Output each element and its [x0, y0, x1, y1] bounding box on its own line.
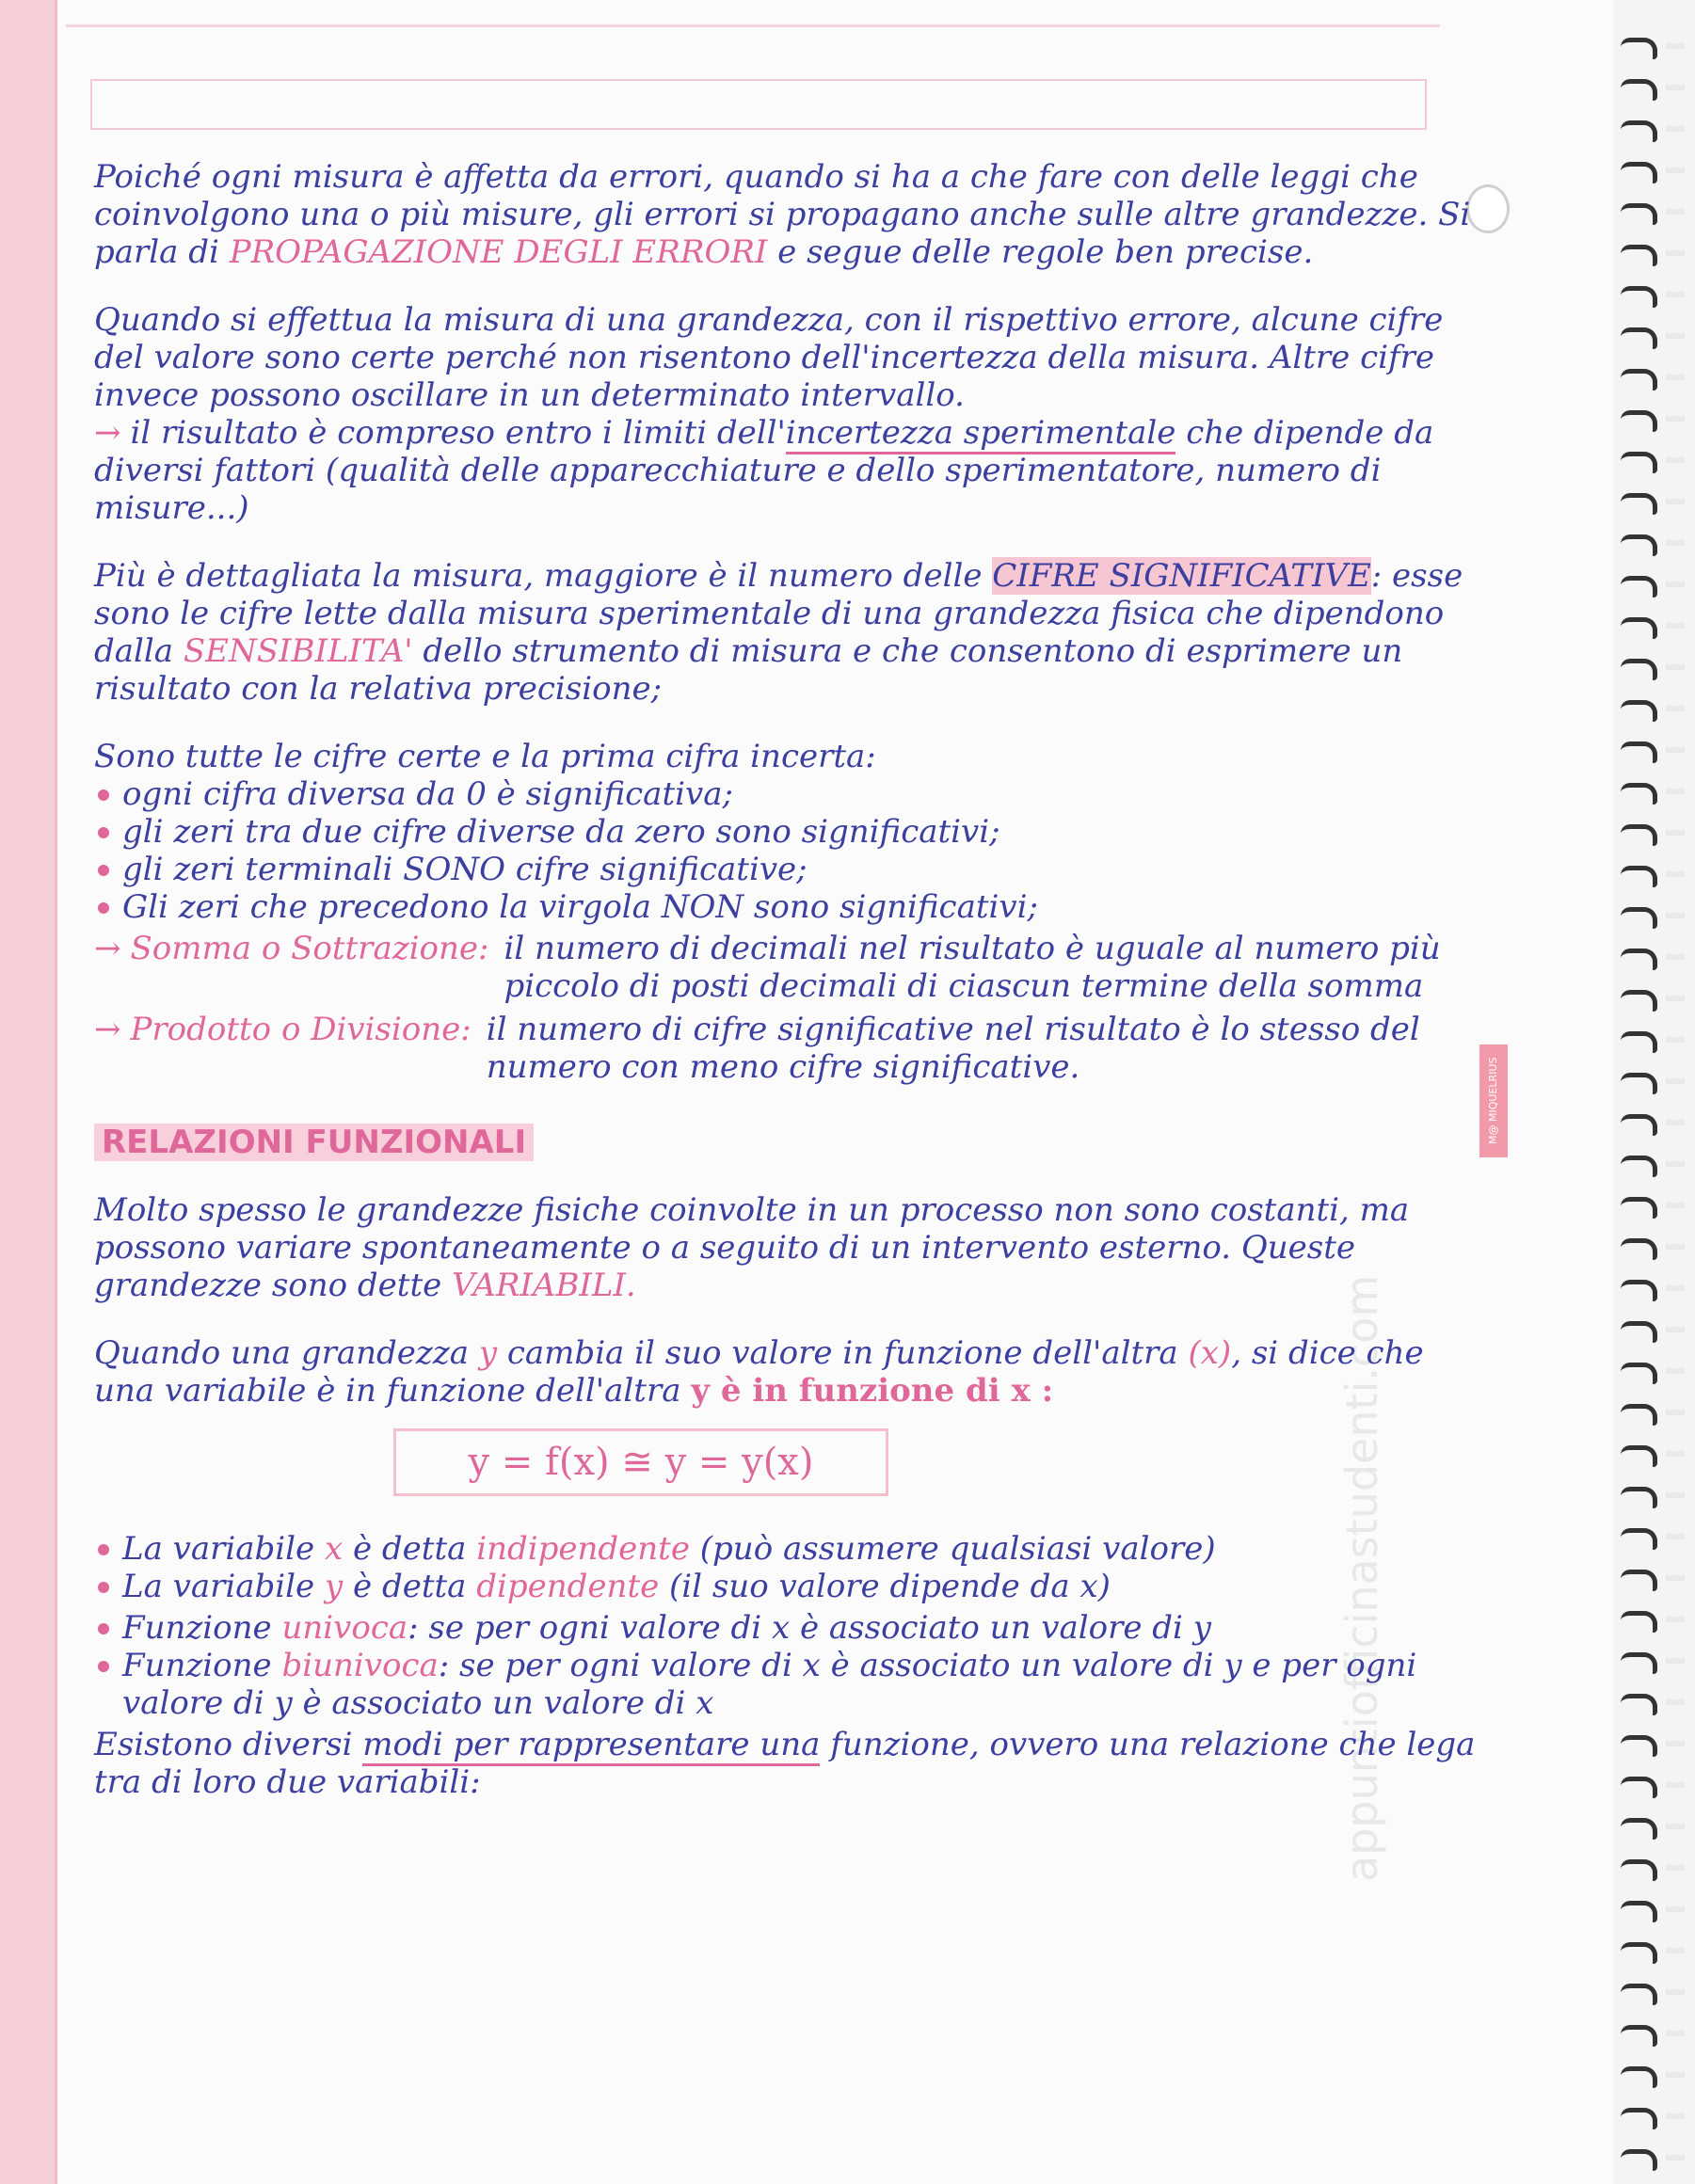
function-conclusion: y è in funzione di x :: [691, 1372, 1054, 1410]
paragraph-uncertainty: [94, 301, 1487, 527]
spiral-pin: [1666, 292, 1685, 297]
spiral-pin: [1666, 499, 1685, 504]
spiral-pin: [1666, 167, 1685, 173]
list-item: gli zeri terminali SONO cifre significative;: [94, 851, 1487, 888]
spiral-coil: [1621, 700, 1657, 722]
spiral-coil: [1621, 824, 1657, 846]
spiral-pin: [1666, 1906, 1685, 1912]
paragraph-variables: [94, 1191, 1487, 1304]
product-rule: [94, 1011, 1487, 1086]
text: (il suo valore dipende da x): [659, 1568, 1111, 1605]
spiral-coil: [1621, 162, 1657, 183]
text: Quando una grandezza: [94, 1334, 479, 1372]
spiral-coil: [1621, 1528, 1657, 1550]
spiral-pin: [1666, 623, 1685, 629]
paragraph-error-propagation: [94, 158, 1487, 271]
list-item: Gli zeri che precedono la virgola NON sono significativi;: [94, 888, 1487, 926]
text: La variabile: [122, 1530, 325, 1568]
spiral-pin: [1666, 416, 1685, 422]
significant-figures-rules: [94, 738, 1487, 1086]
dependent-term: dipendente: [476, 1568, 660, 1605]
header-top-line: [66, 24, 1440, 27]
spiral-pin: [1666, 1120, 1685, 1125]
spiral-pin: [1666, 1078, 1685, 1084]
spiral-pin: [1666, 333, 1685, 339]
spiral-coil: [1621, 659, 1657, 680]
text: Molto spesso le grandezze fisiche coinvolte in un processo non sono costanti, ma possono variare spontaneamente o a seguito di un intervento esterno. Queste grandezze sono dette: [94, 1191, 1410, 1304]
spiral-coil: [1621, 1859, 1657, 1881]
spiral-pin: [1666, 1782, 1685, 1788]
spiral-coil: [1621, 990, 1657, 1012]
spiral-pin: [1666, 954, 1685, 960]
spiral-pin: [1666, 996, 1685, 1001]
spiral-pin: [1666, 1824, 1685, 1829]
text: Più è dettagliata la misura, maggiore è il numero delle: [94, 557, 993, 595]
spiral-coil: [1621, 1445, 1657, 1467]
variable-types-list: [94, 1530, 1487, 1605]
variables-term: VARIABILI.: [452, 1267, 636, 1304]
spiral-coil: [1621, 286, 1657, 308]
arrow-icon: →: [94, 1011, 121, 1048]
formula-box: y = f(x) ≅ y = y(x): [393, 1428, 888, 1496]
spiral-pin: [1666, 1368, 1685, 1374]
arrow-icon: →: [94, 930, 121, 967]
independent-term: indipendente: [476, 1530, 690, 1568]
paragraph-representation: [94, 1726, 1487, 1801]
spiral-coil: [1621, 1901, 1657, 1922]
spiral-pin: [1666, 1865, 1685, 1871]
spiral-pin: [1666, 1327, 1685, 1332]
representation-term: modi per rappresentare una: [362, 1726, 820, 1766]
spiral-coil: [1621, 1694, 1657, 1715]
spiral-coil: [1621, 741, 1657, 763]
product-rule-text: il numero di cifre significative nel risultato è lo stesso del numero con meno cifre significative.: [486, 1011, 1420, 1086]
spiral-pin: [1666, 1161, 1685, 1167]
text: , si dice che una variabile è in funzione dell'altra: [94, 1334, 1424, 1410]
spiral-coil: [1621, 2149, 1657, 2171]
text: Funzione: [122, 1647, 282, 1684]
spiral-coil: [1621, 38, 1657, 59]
spiral-coil: [1621, 1570, 1657, 1591]
text: (può assumere qualsiasi valore): [689, 1530, 1216, 1568]
spiral-coil: [1621, 617, 1657, 639]
rules-list: [94, 775, 1487, 926]
spiral-coil: [1621, 327, 1657, 349]
spiral-pin: [1666, 2155, 1685, 2160]
spiral-pin: [1666, 1617, 1685, 1622]
spiral-pin: [1666, 43, 1685, 49]
spiral-pin: [1666, 375, 1685, 380]
sensitivity-term: SENSIBILITA': [183, 632, 413, 670]
spiral-coil: [1621, 2025, 1657, 2047]
spiral-coil: [1621, 410, 1657, 432]
spiral-coil: [1621, 1031, 1657, 1053]
spiral-coil: [1621, 1984, 1657, 2005]
spiral-coil: [1621, 203, 1657, 225]
text: : se per ogni valore di x è associato un valore di y: [408, 1609, 1211, 1647]
spiral-pin: [1666, 1451, 1685, 1457]
spiral-coil: [1621, 783, 1657, 805]
variable-x: (x): [1188, 1334, 1232, 1372]
list-item: [94, 1530, 1487, 1568]
spiral-pin: [1666, 209, 1685, 215]
spiral-pin: [1666, 1699, 1685, 1705]
spiral-pin: [1666, 126, 1685, 132]
univocal-term: univoca: [281, 1609, 408, 1647]
spiral-coil: [1621, 576, 1657, 598]
list-item: gli zeri tra due cifre diverse da zero sono significativi;: [94, 813, 1487, 851]
text: : se per ogni valore di x è associato un valore di y e per ogni valore di y è associato un valore di x: [122, 1647, 1417, 1722]
spiral-pin: [1666, 2031, 1685, 2036]
biunivocal-term: biunivoca: [281, 1647, 439, 1684]
list-item: ogni cifra diversa da 0 è significativa;: [94, 775, 1487, 813]
spiral-pin: [1666, 1741, 1685, 1746]
spiral-coil: [1621, 1487, 1657, 1508]
function-types-list: [94, 1609, 1487, 1722]
spiral-pin: [1666, 913, 1685, 918]
list-item: [94, 1568, 1487, 1605]
spiral-pin: [1666, 871, 1685, 877]
text: funzione, ovvero una relazione che lega tra di loro due variabili:: [94, 1726, 1476, 1801]
spiral-coil: [1621, 534, 1657, 556]
experimental-uncertainty-term: incertezza sperimentale: [786, 414, 1176, 454]
spiral-pin: [1666, 1410, 1685, 1415]
variable-y: y: [324, 1568, 344, 1605]
spiral-coil: [1621, 1611, 1657, 1633]
watermark: appuntiofficinastudenti.com: [1336, 1274, 1387, 1882]
significant-figures-term: CIFRE SIGNIFICATIVE: [992, 557, 1371, 595]
spiral-coil: [1621, 1321, 1657, 1343]
spiral-coil: [1621, 493, 1657, 515]
list-item: [94, 1647, 1487, 1722]
spiral-coil: [1621, 1073, 1657, 1094]
rules-intro: Sono tutte le cifre certe e la prima cifra incerta:: [94, 738, 876, 775]
spiral-coil: [1621, 1818, 1657, 1840]
section-title: RELAZIONI FUNZIONALI: [94, 1124, 534, 1161]
margin-line: [55, 0, 57, 2184]
spiral-coil: [1621, 1363, 1657, 1384]
header-box: [90, 79, 1427, 130]
spiral-coil: [1621, 1197, 1657, 1219]
text: : esse sono le cifre lette dalla misura sperimentale di una grandezza fisica che dipendono dalla: [94, 557, 1463, 670]
spiral-coil: [1621, 949, 1657, 970]
spiral-coil: [1621, 120, 1657, 142]
spiral-pin: [1666, 540, 1685, 546]
text: cambia il suo valore in funzione dell'altra: [497, 1334, 1189, 1372]
text: La variabile: [122, 1568, 325, 1605]
spiral-coil: [1621, 369, 1657, 391]
product-rule-label: Prodotto o Divisione:: [130, 1011, 472, 1048]
spiral-pin: [1666, 1948, 1685, 1953]
list-item: [94, 1609, 1487, 1647]
spiral-coil: [1621, 452, 1657, 473]
text: dello strumento di misura e che consentono di esprimere un risultato con la relativa precisione;: [94, 632, 1403, 708]
spiral-pin: [1666, 2072, 1685, 2078]
text: è detta: [343, 1530, 477, 1568]
notes-content: [94, 158, 1487, 1831]
variable-x: x: [324, 1530, 344, 1568]
text: Quando si effettua la misura di una grandezza, con il rispettivo errore, alcune cifre del valore sono certe perché non risentono dell'incertezza della misura. Altre cifre invece possono oscillare in un determinato intervallo.: [94, 301, 1444, 414]
spiral-pin: [1666, 706, 1685, 711]
spiral-pin: [1666, 747, 1685, 753]
paragraph-function: [94, 1334, 1487, 1410]
spiral-pin: [1666, 85, 1685, 90]
spiral-pin: [1666, 1658, 1685, 1664]
spiral-pin: [1666, 1492, 1685, 1498]
spiral-pin: [1666, 457, 1685, 463]
spiral-pin: [1666, 2113, 1685, 2119]
text: Poiché ogni misura è affetta da errori, quando si ha a che fare con delle leggi che coinvolgono una o più misure, gli errori si propagano anche sulle altre grandezze. Si parla di: [94, 158, 1471, 271]
spiral-pin: [1666, 1285, 1685, 1291]
spiral-coil: [1621, 907, 1657, 929]
spiral-coil: [1621, 1777, 1657, 1798]
text: il risultato è compreso entro i limiti dell': [130, 414, 786, 452]
spiral-pin: [1666, 789, 1685, 794]
sum-rule-text: il numero di decimali nel risultato è uguale al numero più piccolo di posti decimali di ciascun termine della somma: [504, 930, 1441, 1005]
spiral-coil: [1621, 1238, 1657, 1260]
variable-y: y: [478, 1334, 498, 1372]
text: Funzione: [122, 1609, 282, 1647]
arrow-icon: →: [94, 414, 121, 452]
spiral-coil: [1621, 1404, 1657, 1426]
spiral-pin: [1666, 830, 1685, 836]
pink-margin: [0, 0, 55, 2184]
text: Esistono diversi: [94, 1726, 363, 1763]
spiral-coil: [1621, 1735, 1657, 1757]
spiral-pin: [1666, 1203, 1685, 1208]
text: e segue delle regole ben precise.: [767, 233, 1314, 271]
spiral-pin: [1666, 1575, 1685, 1581]
spiral-coil: [1621, 2066, 1657, 2088]
spiral-pin: [1666, 664, 1685, 670]
spiral-coil: [1621, 2108, 1657, 2129]
spiral-pin: [1666, 1037, 1685, 1043]
spiral-coil: [1621, 1114, 1657, 1136]
spiral-coil: [1621, 1942, 1657, 1964]
text: è detta: [343, 1568, 477, 1605]
spiral-pin: [1666, 582, 1685, 587]
spiral-pin: [1666, 250, 1685, 256]
sum-rule: [94, 930, 1487, 1005]
spiral-coil: [1621, 1156, 1657, 1177]
spiral-coil: [1621, 866, 1657, 887]
brand-tag: M@ MIQUELRIUS: [1479, 1044, 1508, 1157]
paragraph-significant-figures: [94, 557, 1487, 708]
spiral-coil: [1621, 79, 1657, 101]
spiral-pin: [1666, 1989, 1685, 1995]
spiral-pin: [1666, 1244, 1685, 1250]
error-propagation-term: PROPAGAZIONE DEGLI ERRORI: [229, 233, 768, 271]
spiral-coil: [1621, 245, 1657, 266]
spiral-coil: [1621, 1280, 1657, 1301]
text: che dipende da diversi fattori (qualità delle apparecchiature e dello sperimentatore, numero di misure...): [94, 414, 1434, 527]
sum-rule-label: Somma o Sottrazione:: [130, 930, 489, 967]
spiral-pin: [1666, 1534, 1685, 1539]
spiral-coil: [1621, 1652, 1657, 1674]
